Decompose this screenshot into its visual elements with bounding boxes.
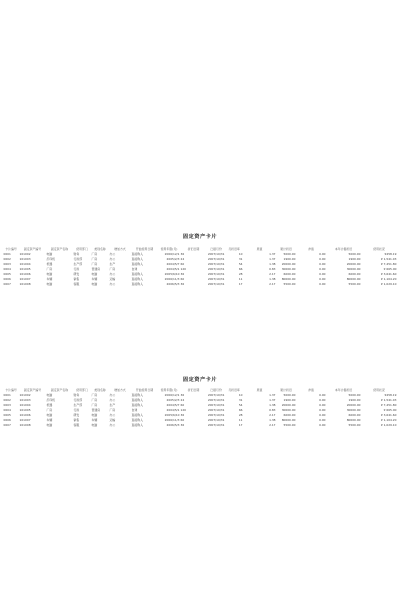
column-header: 卡片编号 — [5, 247, 17, 251]
asset-table — [3, 247, 397, 287]
asset-card-2 — [0, 376, 400, 428]
column-header: 折旧日期 — [187, 388, 200, 392]
column-header: 月折旧率 — [228, 388, 240, 392]
column-header: 使用部门 — [76, 388, 88, 392]
column-header: 固定资产名称 — [50, 388, 69, 392]
column-header: 原值 — [256, 388, 263, 392]
table-row: 0004 101005 厂房 行政 普通房 厂房 自建 2004/5/1 120 2007/10/31 66 0.83 30000.00 0.00 30000.00 ¥ 665.00 — [3, 267, 397, 271]
table-row: 0003 101004 机器 生产部 厂房 生产 直接购入 2004/5/7 60 2007/10/31 54 1.38 20000.00 0.00 20000.00 ¥ 7,451.80 — [3, 403, 397, 407]
column-header: 净值 — [308, 247, 314, 251]
card-title: 固定资产卡片 — [182, 234, 218, 240]
column-header: 累计折旧 — [280, 247, 292, 251]
column-header: 卡片编号 — [5, 388, 17, 392]
table-row: 0005 101006 电脑 研发 电脑 办公 直接购入 2005/6/10 36 2007/10/31 28 2.17 6000.00 0.00 6000.00 ¥ 3,641.60 — [3, 272, 397, 276]
table-row: 0003 101004 机器 生产部 厂房 生产 直接购入 2004/5/7 60 2007/10/31 54 1.38 20000.00 0.00 20000.00 ¥ 7,451.80 — [3, 262, 397, 266]
column-header: 使用状况 — [373, 388, 385, 392]
column-header: 固定资产编号 — [23, 388, 42, 392]
table-row: 0007 101008 电脑 客服 电脑 办公 直接购入 2006/5/3 36 2007/10/31 17 2.17 5500.00 0.00 5500.00 ¥ 1,029.10 — [3, 423, 397, 427]
column-header: 固定资产编号 — [23, 247, 42, 251]
column-header: 开始使用日期 — [135, 388, 154, 392]
column-header: 使用年限(月) — [160, 247, 178, 251]
column-header: 累计折旧 — [280, 388, 292, 392]
table-row: 0004 101005 厂房 行政 普通房 厂房 自建 2004/5/1 120 2007/10/31 66 0.83 30000.00 0.00 30000.00 ¥ 665.00 — [3, 408, 397, 412]
table-row: 0007 101008 电脑 客服 电脑 办公 直接购入 2006/5/3 36 2007/10/31 17 2.17 5500.00 0.00 5500.00 ¥ 1,029.10 — [3, 282, 397, 286]
column-header: 本年计提折旧 — [334, 388, 353, 392]
column-header: 本年计提折旧 — [334, 247, 353, 251]
table-row: 0002 101003 打印机 行政部 厂房 办公 直接购入 2005/2/3 24 2007/10/31 31 1.37 1900.00 0.00 1900.00 ¥ 1,541.03 — [3, 398, 397, 402]
column-header: 已提月份 — [210, 388, 222, 392]
table-row: 0001 101002 电脑 财务 厂房 办公 直接购入 2006/12/1 36 2007/10/31 10 1.37 5000.00 0.00 5000.00 ¥458.19 — [3, 252, 397, 256]
column-header: 增加方式 — [114, 247, 126, 251]
column-header: 开始使用日期 — [135, 247, 154, 251]
column-header: 类别名称 — [94, 247, 106, 251]
column-header: 原值 — [256, 247, 263, 251]
table-row: 0001 101002 电脑 财务 厂房 办公 直接购入 2006/12/1 36 2007/10/31 10 1.37 5000.00 0.00 5000.00 ¥458.19 — [3, 393, 397, 397]
column-header: 净值 — [308, 388, 314, 392]
table-row: 0002 101003 打印机 行政部 厂房 办公 直接购入 2005/2/3 24 2007/10/31 31 1.37 1900.00 0.00 1900.00 ¥ 1,541.03 — [3, 257, 397, 261]
column-header: 使用年限(月) — [160, 388, 178, 392]
table-row: 0006 101007 车辆 销售 车辆 运输 直接购入 2006/11/3 60 2007/10/31 11 1.38 80000.00 0.00 80000.00 ¥ 1,104.20 — [3, 418, 397, 422]
column-header: 使用部门 — [76, 247, 88, 251]
table-row: 0006 101007 车辆 销售 车辆 运输 直接购入 2006/11/3 60 2007/10/31 11 1.38 80000.00 0.00 80000.00 ¥ 1,104.20 — [3, 277, 397, 281]
asset-table — [3, 388, 397, 428]
card-title: 固定资产卡片 — [182, 377, 218, 383]
column-header: 折旧日期 — [187, 247, 200, 251]
asset-card-1 — [0, 233, 400, 287]
column-header: 增加方式 — [114, 388, 126, 392]
column-header: 类别名称 — [94, 388, 106, 392]
column-header: 使用状况 — [373, 247, 385, 251]
table-row: 0005 101006 电脑 研发 电脑 办公 直接购入 2005/6/10 36 2007/10/31 28 2.17 6000.00 0.00 6000.00 ¥ 3,641.60 — [3, 413, 397, 417]
column-header: 已提月份 — [210, 247, 222, 251]
column-header: 月折旧率 — [228, 247, 240, 251]
column-header: 固定资产名称 — [50, 247, 69, 251]
